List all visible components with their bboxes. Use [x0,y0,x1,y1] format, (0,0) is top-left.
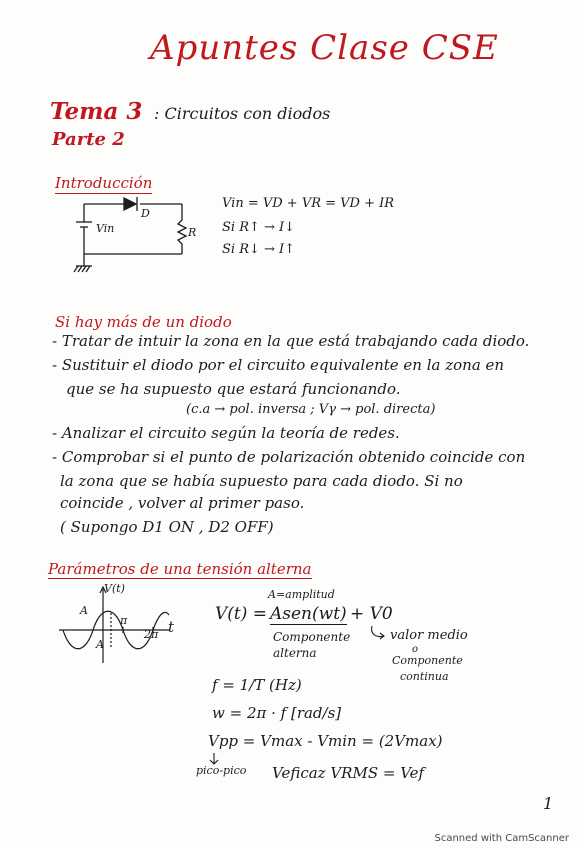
page-number: 1 [543,794,554,813]
amplitude-top-label: A [80,604,88,617]
parte-label: Parte 2 [52,129,125,150]
frequency-equation: f = 1/T (Hz) [212,676,302,694]
amplitude-bottom-label: A [96,638,104,651]
step-line-5: - Comprobar si el punto de polarización obtenido coincide con [52,448,526,466]
step-line-7: coincide , volver al primer paso. [60,494,305,512]
intro-heading: Introducción [55,174,153,192]
vef-equation: Veficaz VRMS = Vef [272,764,425,782]
componente-continua-2: continua [400,670,449,683]
tema-label: Tema 3 [50,98,143,125]
vt-axis-label: V(t) [104,582,125,595]
vt-equation-offset: + V0 [350,604,393,624]
componente-alterna-1: Componente [273,630,351,644]
vt-equation-left: V(t) = [215,604,268,624]
pi-label: π [120,614,128,627]
step-line-note: (c.a → pol. inversa ; Vγ → pol. directa) [186,402,436,417]
or-label: o [412,644,419,655]
sine-graph [55,585,180,665]
step-line-4: - Analizar el circuito según la teoría de redes. [52,424,400,442]
page-title: Apuntes Clase CSE [150,28,499,68]
scanner-footer: Scanned with CamScanner [434,833,569,844]
step-line-1: - Tratar de intuir la zona en la que está trabajando cada diodo. [52,332,530,350]
vin-label: Vin [96,222,115,235]
step-line-2: - Sustituir el diodo por el circuito equivalente en la zona en [52,356,505,374]
componente-continua-1: Componente [392,654,463,667]
step-line-6: la zona que se había supuesto para cada diodo. Si no [60,472,463,490]
amplitude-note: A=amplitud [268,588,335,601]
componente-alterna-2: alterna [273,646,317,660]
pico-pico-label: pico-pico [196,764,247,777]
step-line-8: ( Supongo D1 ON , D2 OFF) [60,518,274,536]
kvl-equation: Vin = VD + VR = VD + IR [222,196,395,211]
alterna-heading: Parámetros de una tensión alterna [48,560,312,578]
vt-equation-sine: Asen(wt) [270,604,347,624]
circuit-diagram [70,192,195,287]
t-axis-label: t [168,618,175,636]
r-down-equation: Si R↓ → I↑ [222,242,296,257]
step-line-3: que se ha supuesto que estará funcionando. [66,380,401,398]
two-pi-label: 2π [144,628,159,641]
offset-arrow-icon [368,624,388,644]
resistor-label: R [188,226,197,239]
omega-equation: w = 2π · f [rad/s] [212,704,342,722]
multi-diode-heading: Si hay más de un diodo [55,313,232,331]
diode-label: D [141,207,150,220]
valor-medio-label: valor medio [390,628,468,643]
vpp-equation: Vpp = Vmax - Vmin = (2Vmax) [208,732,443,750]
tema-title: : Circuitos con diodos [154,104,331,123]
r-up-equation: Si R↑ → I↓ [222,220,296,235]
